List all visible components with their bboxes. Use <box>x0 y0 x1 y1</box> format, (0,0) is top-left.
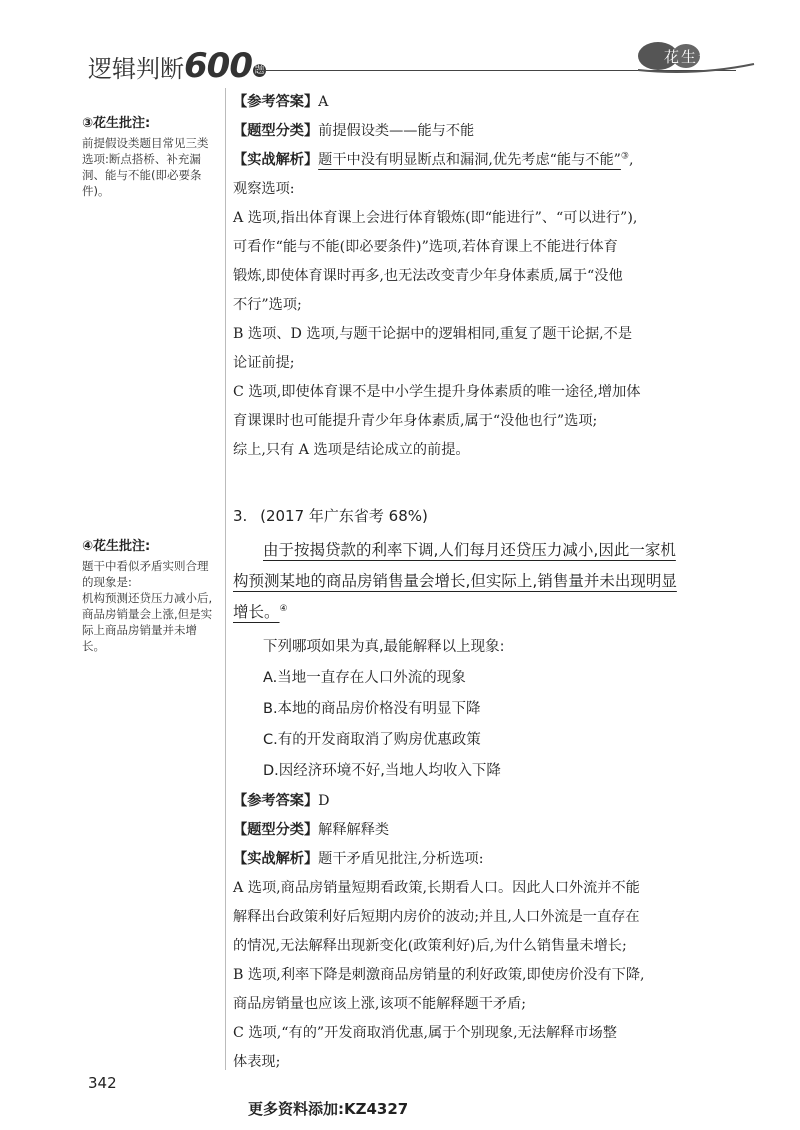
q3-option-d: D.因经济环境不好,当地人均收入下降 <box>263 763 501 779</box>
q2-line: 论证前提; <box>233 355 295 371</box>
q3-type: 解释解释类 <box>318 822 390 838</box>
q2-answer-tag: 【参考答案】 <box>233 94 319 110</box>
q2-line: C 选项,即使体育课不是中小学生提升身体素质的唯一途径,增加体 <box>233 384 641 400</box>
q2-analysis-line <box>233 146 738 175</box>
q3-line: C 选项,“有的”开发商取消优惠,属于个别现象,无法解释市场整 <box>233 1025 617 1041</box>
note-4-body-2: 机构预测还贷压力减小后,商品房销量会上涨,但是实际上商品房销量并未增长。 <box>82 591 213 653</box>
q3-answer: D <box>318 793 330 809</box>
q2-analysis-first: 题干中没有明显断点和漏洞,优先考虑“能与不能” <box>318 152 621 168</box>
q3-type-tag: 【题型分类】 <box>233 822 319 838</box>
q3-analysis-first: 题干矛盾见批注,分析选项: <box>318 851 484 867</box>
margin-divider <box>225 88 226 1070</box>
q3-line: B 选项,利率下降是刺激商品房销量的利好政策,即使房价没有下降, <box>233 967 645 983</box>
note-3 <box>82 112 217 199</box>
note-3-title: ③花生批注: <box>82 116 151 131</box>
q3-analysis-line <box>233 845 738 874</box>
q3-stem-mark: ④ <box>279 603 288 614</box>
note-3-body: 前提假设类题目常见三类选项:断点搭桥、补充漏洞、能与不能(即必要条件)。 <box>82 136 209 198</box>
page-number: 342 <box>88 1074 117 1092</box>
book-title <box>88 46 266 86</box>
q2-line: 观察选项: <box>233 181 295 197</box>
q3-option-a: A.当地一直存在人口外流的现象 <box>263 670 466 686</box>
q2-line: 育课课时也可能提升青少年身体素质,属于“没他也行”选项; <box>233 413 598 429</box>
q2-line: B 选项、D 选项,与题干论据中的逻辑相同,重复了题干论据,不是 <box>233 326 633 342</box>
q2-line: 锻炼,即使体育课时再多,也无法改变青少年身体素质,属于“没他 <box>233 268 623 284</box>
q3-type-line <box>233 816 738 845</box>
q2-line: 综上,只有 A 选项是结论成立的前提。 <box>233 442 470 458</box>
q3-stem-line: 由于按揭贷款的利率下调,人们每月还贷压力减小,因此一家机 <box>263 541 676 559</box>
q2-answer-line <box>233 88 738 117</box>
q3-line: 解释出台政策利好后短期内房价的波动;并且,人口外流是一直存在 <box>233 909 640 925</box>
q2-type: 前提假设类——能与不能 <box>318 123 475 139</box>
q2-analysis-tag: 【实战解析】 <box>233 152 319 168</box>
q3-answer-line <box>233 787 738 816</box>
q3-analysis-tag: 【实战解析】 <box>233 851 319 867</box>
book-title-suffix: 题 <box>254 64 265 76</box>
q3-line: 体表现; <box>233 1054 281 1070</box>
q2-section <box>233 88 738 465</box>
q2-analysis-end: , <box>629 152 634 168</box>
q3-lead: 下列哪项如果为真,最能解释以上现象: <box>263 639 505 655</box>
q2-line: 不行”选项; <box>233 297 302 313</box>
q2-line: 可看作“能与不能(即必要条件)”选项,若体育课上不能进行体育 <box>233 239 618 255</box>
q3-option-b: B.本地的商品房价格没有明显下降 <box>263 701 481 717</box>
q3-option-c: C.有的开发商取消了购房优惠政策 <box>263 732 481 748</box>
q3-answer-tag: 【参考答案】 <box>233 793 319 809</box>
page-header <box>88 40 768 86</box>
q3-number: 3. <box>233 507 248 525</box>
q3-heading <box>233 502 738 531</box>
q3-stem <box>233 535 738 628</box>
book-title-text: 逻辑判断 <box>88 55 184 83</box>
brand-name: 花生十三 <box>664 48 733 66</box>
footer-text: 更多资料添加:KZ4327 <box>248 1100 409 1118</box>
note-4-body-1: 题干中看似矛盾实则合理的现象是: <box>82 559 209 589</box>
q3-line: 商品房销量也应该上涨,该项不能解释题干矛盾; <box>233 996 527 1012</box>
q2-type-line <box>233 117 738 146</box>
q2-line: A 选项,指出体育课上会进行体育锻炼(即“能进行”、“可以进行”), <box>233 210 638 226</box>
note-4-title: ④花生批注: <box>82 539 151 554</box>
book-title-number: 600 <box>184 46 252 86</box>
q2-answer: A <box>318 94 329 110</box>
q2-analysis-mark: ③ <box>620 151 629 162</box>
note-4 <box>82 535 217 654</box>
q2-type-tag: 【题型分类】 <box>233 123 319 139</box>
q3-source: (2017 年广东省考 68%) <box>260 507 428 525</box>
q3-section <box>233 502 738 1077</box>
q3-line: 的情况,无法解释出现新变化(政策利好)后,为什么销售量未增长; <box>233 938 627 954</box>
q3-stem-line: 增长。 <box>233 603 280 621</box>
q3-stem-line: 构预测某地的商品房销售量会增长,但实际上,销售量并未出现明显 <box>233 572 677 590</box>
q3-line: A 选项,商品房销量短期看政策,长期看人口。因此人口外流并不能 <box>233 880 640 896</box>
